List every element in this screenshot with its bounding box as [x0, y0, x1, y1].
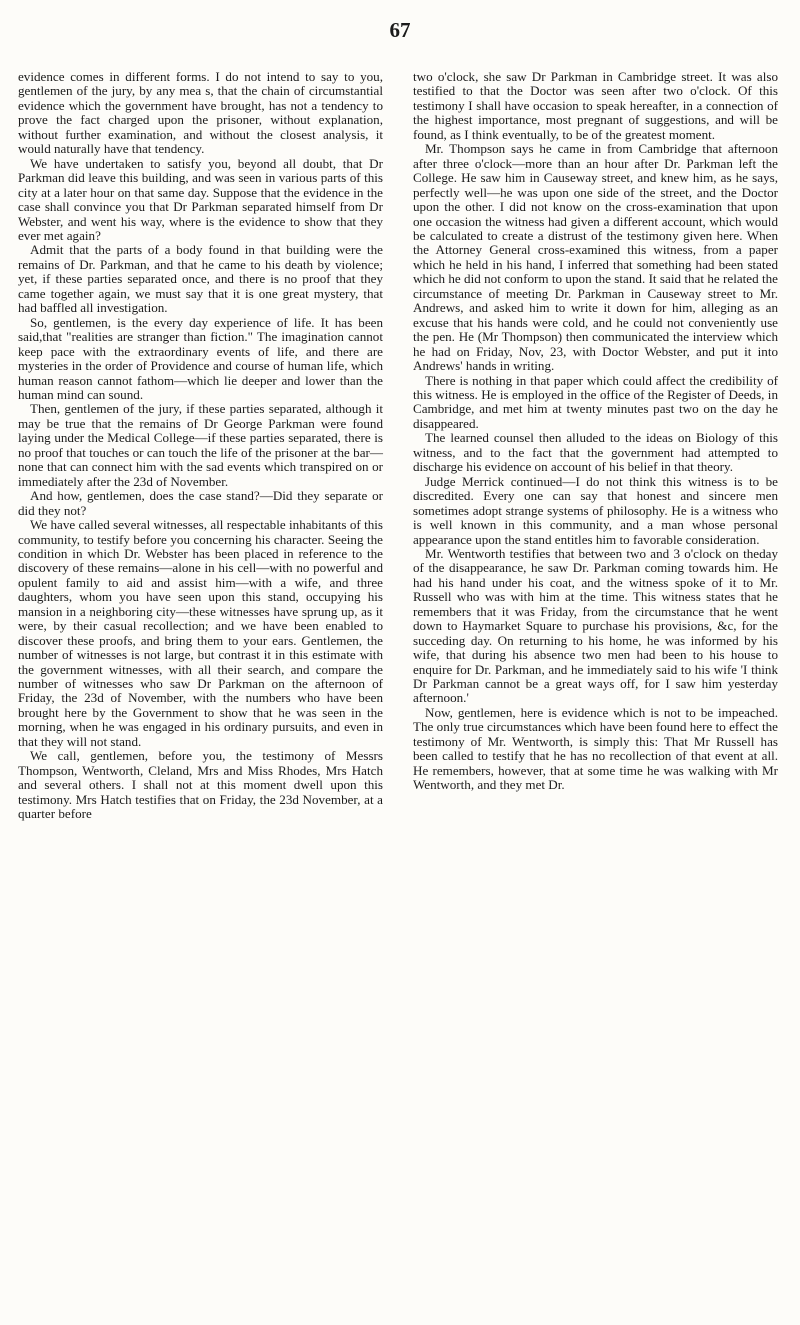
paragraph: Admit that the parts of a body found in that building were the remains of Dr. Parkman, and that he came to his death by violence; yet, if these parties separated once, and there is no proof that they came together again, we must say that it is one great mystery, that had baffled all investigation.	[18, 242, 383, 316]
right-column	[413, 70, 778, 793]
paragraph: Then, gentlemen of the jury, if these parties separated, although it may be true that the remains of Dr George Parkman were found laying under the Medical College—if these parties separated, there is no proof that touches or can touch the life of the prisoner at the bar—none that can connect him with the sad events which transpired on or immediately after the 23d of November.	[18, 401, 383, 489]
paragraph: We call, gentlemen, before you, the testimony of Messrs Thompson, Wentworth, Cleland, Mrs and Miss Rhodes, Mrs Hatch and several others. I shall not at this moment dwell upon this testimony. Mrs Hatch testifies that on Friday, the 23d November, at a quarter before	[18, 748, 383, 822]
paragraph: The learned counsel then alluded to the ideas on Biology of this witness, and to the fact that the government had attempted to discharge his evidence on account of his belief in that theory.	[413, 430, 778, 475]
paragraph: two o'clock, she saw Dr Parkman in Cambridge street. It was also testified to that the Doctor was seen after two o'clock. Of this testimony I shall have occasion to speak hereafter, in a connection of the highest importance, most pregnant of suggestions, and will be found, as I think eventually, to be of the greatest moment.	[413, 69, 778, 142]
paragraph: We have called several witnesses, all respectable inhabitants of this community, to testify before you concerning his character. Seeing the condition in which Dr. Webster has been placed in reference to the discovery of these remains—alone in his cell—with no powerful and opulent family to aid and assist him—with a wife, and three daughters, whom you have seen upon this stand, occupying his mansion in a neighboring city—these witnesses have sprung up, as it were, by their casual recollection; and we have been enabled to discover these proofs, and bring them to your ears. Gentlemen, the number of witnesses is not large, but contrast it in this estimate with the government witnesses, with all their search, and compare the number of witnesses who saw Dr Parkman on the afternoon of Friday, the 23d of November, with the numbers who have been brought here by the Government to show that he was seen in the morning, when he was engaged in his ordinary pursuits, and even in that they will not stand.	[18, 517, 383, 749]
paragraph: And how, gentlemen, does the case stand?—Did they separate or did they not?	[18, 488, 383, 518]
paragraph: Mr. Wentworth testifies that between two and 3 o'clock on theday of the disappearance, he saw Dr. Parkman coming towards him. He had his hand under his coat, and the witness spoke of it to Mr. Russell who was with him at the time. This witness states that he remembers that it was Friday, from the circumstance that he went down to Haymarket Square to purchase his provisions, &c, for the succeding day. On returning to his home, he was informed by his wife, that during his absence two men had been to his house to enquire for Dr. Parkman, and he immediately said to his wife 'I think Dr Parkman cannot be a great ways off, for I saw him yesterday afternoon.'	[413, 545, 778, 706]
paragraph: Now, gentlemen, here is evidence which is not to be impeached. The only true circumstances which have been found here to effect the testimony of Mr. Wentworth, is simply this: That Mr Russell has been called to testify that he has no recollection of that event at all. He remembers, however, that at some time he was walking with Mr Wentworth, and they met Dr.	[413, 704, 778, 793]
paragraph: So, gentlemen, is the every day experience of life. It has been said,that "realities are stranger than fiction." The imagination cannot keep pace with the extraordinary events of life, and there are mysteries in the order of Providence and course of human life, which human reason cannot fathom—which lie deeper and lower than the human mind can sound.	[18, 314, 383, 402]
paragraph: Judge Merrick continued—I do not think this witness is to be discredited. Every one can say that honest and sincere men sometimes adopt strange systems of philosophy. He is a witness who is well known in this community, and a man whose personal appearance upon the stand entitles him to favorable consideration.	[413, 473, 778, 547]
paragraph: Mr. Thompson says he came in from Cambridge that afternoon after three o'clock—more than an hour after Dr. Parkman left the College. He saw him in Causeway street, and knew him, as he says, perfectly well—he was upon one side of the street, and the Doctor upon the other. I did not know on the cross-examination that upon one occasion the witness had given a different account, which would be calculated to create a distrust of the testimony given here. When the Attorney General cross-examined this witness, from a paper which he held in his hand, I inferred that something had been stated which he did not conform to upon the stand. It said that he related the circumstance of meeting Dr. Parkman in Causeway street to Mr. Andrews, and asked him to write it down for him, alleging as an excuse that his hands were cold, and he could not conveniently use the pen. He (Mr Thompson) then communicated the interview which he had on Friday, Nov, 23, with Doctor Webster, and put it into Andrews' hands in writing.	[413, 141, 778, 374]
paragraph: evidence comes in different forms. I do not intend to say to you, gentlemen of the jury, by any mea s, that the chain of circumstantial evidence which the government have brought, has not a tendency to prove the fact charged upon the prisoner, without explanation, without further examination, and without the closest analysis, it would naturally have that tendency.	[18, 69, 383, 157]
left-column	[18, 70, 383, 822]
page-number: 67	[389, 18, 411, 42]
paragraph: There is nothing in that paper which could affect the credibility of this witness. He is employed in the office of the Register of Deeds, in Cambridge, and met him at twenty minutes past two on the day he disappeared.	[413, 372, 778, 431]
paragraph: We have undertaken to satisfy you, beyond all doubt, that Dr Parkman did leave this building, and was seen in various parts of this city at a later hour on that same day. Suppose that the evidence in the case shall convince you that Dr Parkman separated himself from Dr Webster, and went his way, where is the evidence to show that they ever met again?	[18, 155, 383, 243]
